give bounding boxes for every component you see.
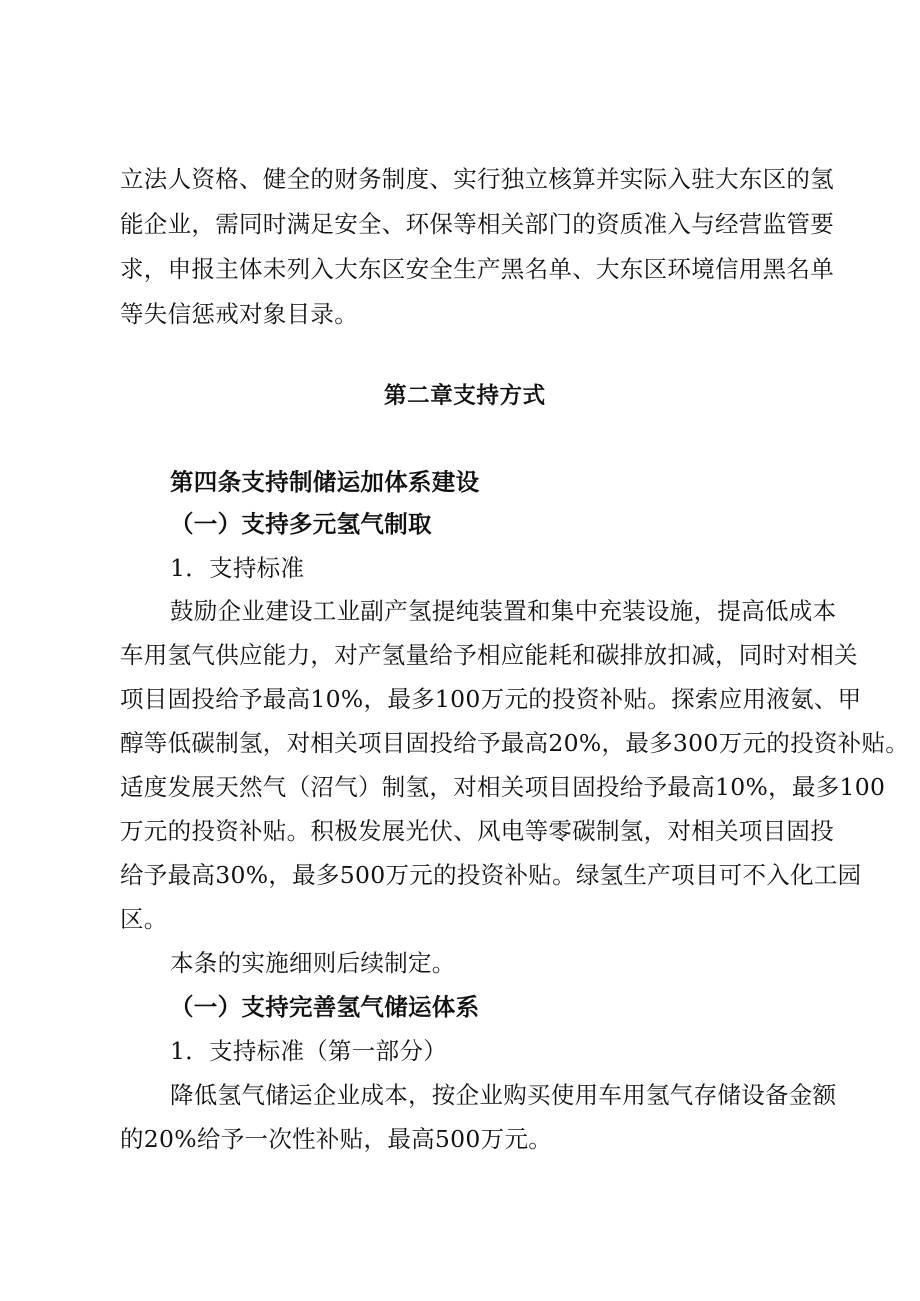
chapter-title: 第二章支持方式 <box>384 383 546 409</box>
article-title: 第四条支持制储运加体系建设 <box>170 468 480 496</box>
section1-body-line-3: 项目固投给予最高10%，最多100万元的投资补贴。探索应用液氨、甲 <box>120 685 862 713</box>
section1-body-line-1: 鼓励企业建设工业副产氢提纯装置和集中充装设施，提高低成本 <box>170 597 837 625</box>
item-label-2: 1．支持标准（第一部分） <box>170 1037 448 1065</box>
section1-note: 本条的实施细则后续制定。 <box>170 949 456 977</box>
section2-body-line-2: 的20%给予一次性补贴，最高500万元。 <box>120 1125 553 1153</box>
section1-body-line-6: 万元的投资补贴。积极发展光伏、风电等零碳制氢，对相关项目固投 <box>120 817 834 845</box>
section-title-2: （一）支持完善氢气储运体系 <box>170 993 480 1021</box>
section1-body-line-4: 醇等低碳制氢，对相关项目固投给予最高20%，最多300万元的投资补贴。 <box>120 729 910 757</box>
section1-body-line-2: 车用氢气供应能力，对产氢量给予相应能耗和碳排放扣减，同时对相关 <box>120 641 858 669</box>
section1-body-line-8: 区。 <box>120 905 168 933</box>
section-title-1: （一）支持多元氢气制取 <box>170 510 432 538</box>
section1-body-line-5: 适度发展天然气（沼气）制氢，对相关项目固投给予最高10%，最多100 <box>120 773 886 801</box>
intro-line-1: 立法人资格、健全的财务制度、实行独立核算并实际入驻大东区的氢 <box>120 165 834 193</box>
section2-body-line-1: 降低氢气储运企业成本，按企业购买使用车用氢气存储设备金额 <box>170 1081 837 1109</box>
intro-line-3: 求，申报主体未列入大东区安全生产黑名单、大东区环境信用黑名单 <box>120 255 834 283</box>
item-label-1: 1．支持标准 <box>170 554 305 582</box>
intro-line-2: 能企业，需同时满足安全、环保等相关部门的资质准入与经营监管要 <box>120 210 834 238</box>
section1-body-line-7: 给予最高30%，最多500万元的投资补贴。绿氢生产项目可不入化工园 <box>120 861 862 889</box>
intro-line-4: 等失信惩戒对象目录。 <box>120 300 358 328</box>
